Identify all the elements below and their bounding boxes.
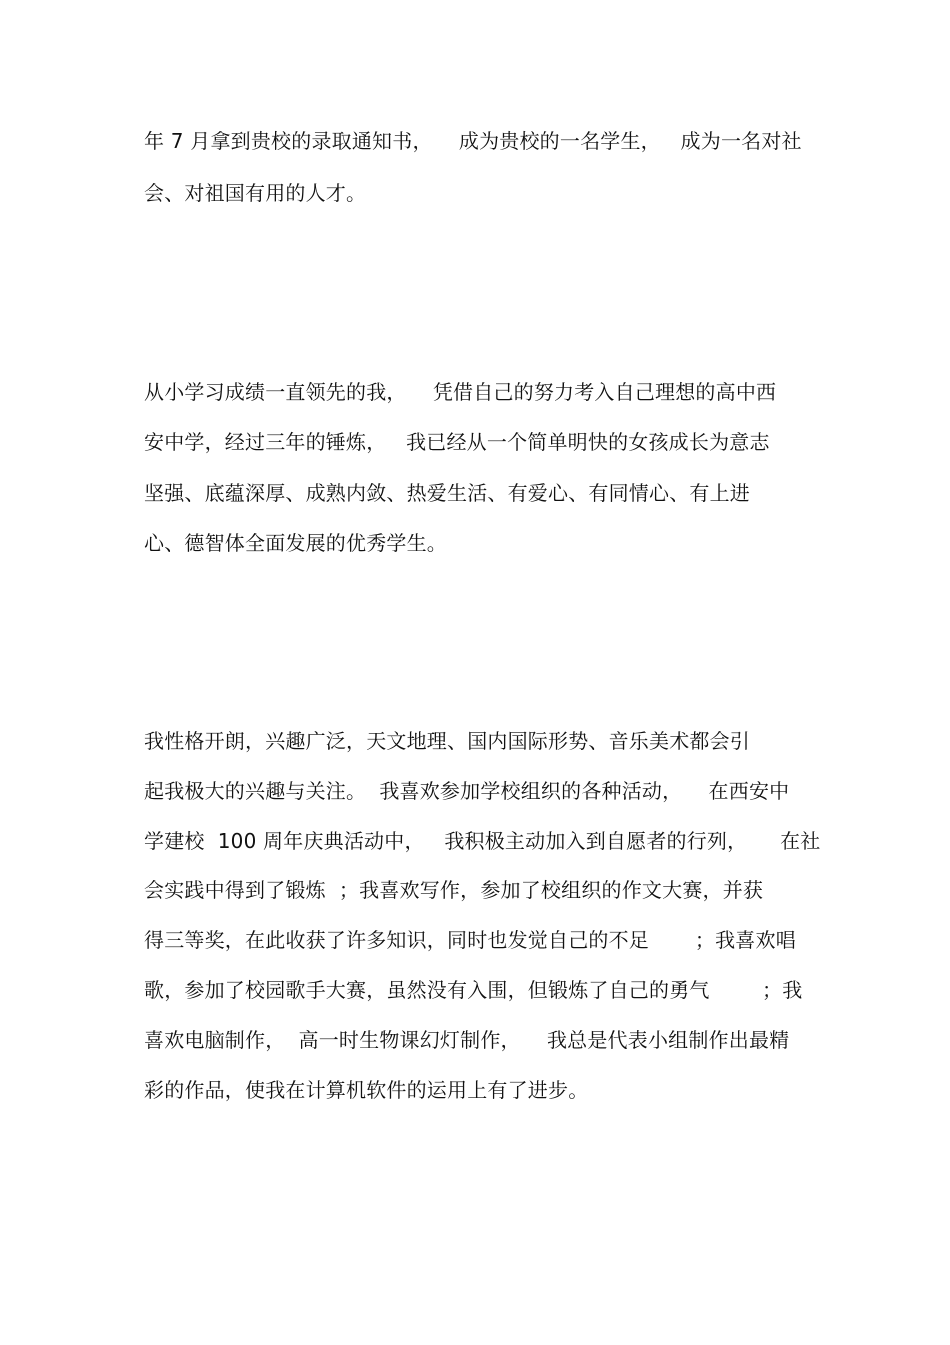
paragraph-line: 心、德智体全面发展的优秀学生。 [144, 531, 447, 555]
paragraph-line: 年 7 月拿到贵校的录取通知书， 成为贵校的一名学生， 成为一名对社 [144, 129, 802, 153]
paragraph-line: 彩的作品，使我在计算机软件的运用上有了进步。 [144, 1078, 589, 1102]
paragraph-line: 起我极大的兴趣与关注。 我喜欢参加学校组织的各种活动， 在西安中 [144, 779, 790, 803]
paragraph-line: 会、对祖国有用的人才。 [144, 181, 367, 205]
paragraph-line: 我性格开朗，兴趣广泛，天文地理、国内国际形势、音乐美术都会引 [144, 729, 750, 753]
paragraph-line: 得三等奖，在此收获了许多知识，同时也发觉自己的不足 ；我喜欢唱 [144, 928, 796, 952]
paragraph-line: 安中学，经过三年的锤炼， 我已经从一个简单明快的女孩成长为意志 [144, 430, 770, 454]
paragraph-line: 歌，参加了校园歌手大赛，虽然没有入围，但锻炼了自己的勇气 ；我 [144, 978, 803, 1002]
paragraph-line: 学建校 100 周年庆典活动中， 我积极主动加入到自愿者的行列， 在社 [144, 829, 821, 853]
paragraph-line: 喜欢电脑制作， 高一时生物课幻灯制作， 我总是代表小组制作出最精 [144, 1028, 790, 1052]
paragraph-line: 坚强、底蕴深厚、成熟内敛、热爱生活、有爱心、有同情心、有上进 [144, 481, 750, 505]
paragraph-line: 从小学习成绩一直领先的我， 凭借自己的努力考入自己理想的高中西 [144, 380, 777, 404]
paragraph-line: 会实践中得到了锻炼 ；我喜欢写作，参加了校组织的作文大赛，并获 [144, 878, 764, 902]
